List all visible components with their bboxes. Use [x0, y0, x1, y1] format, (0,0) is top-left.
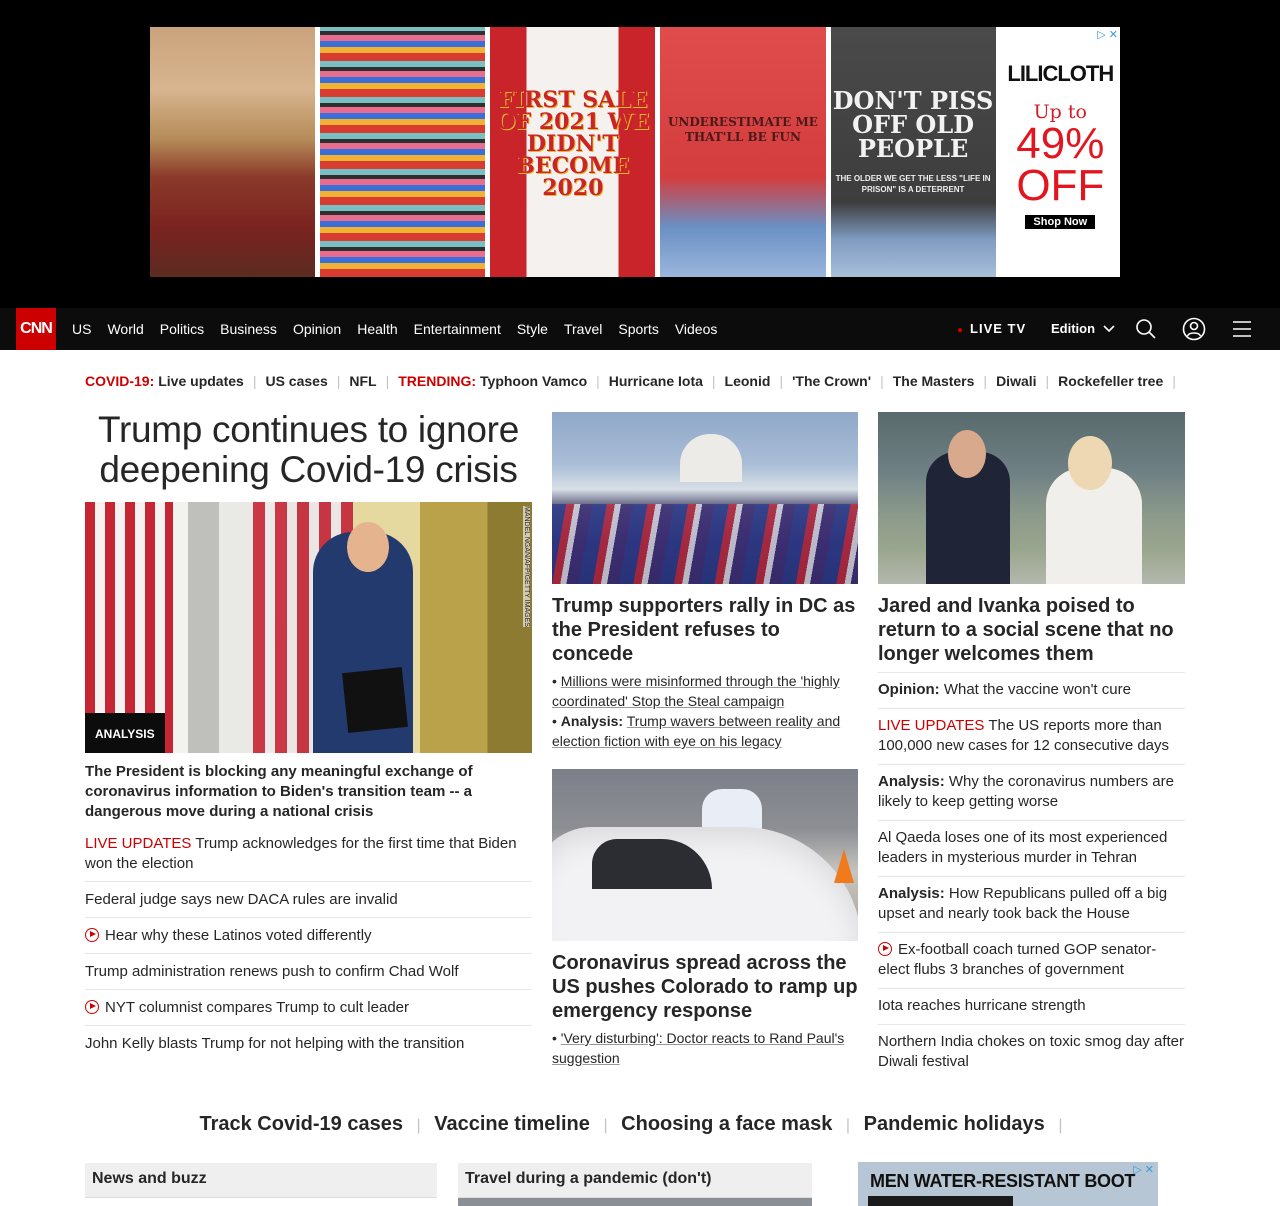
trend-typhoon-vamco[interactable]: Typhoon Vamco [480, 373, 588, 389]
ad-percent: 49% [1016, 119, 1105, 168]
main-nav [0, 308, 1280, 350]
photo-figure-head [347, 522, 389, 572]
lead-headline[interactable]: Trump continues to ignore deepening Covid-19 crisis [98, 409, 519, 490]
video-play-icon [85, 928, 99, 942]
ad-tile-text: FIRST SALE OF 2021 WE DIDN'T BECOME 2020 [496, 87, 650, 201]
lead-subheadline[interactable]: The President is blocking any meaningful exchange of coronavirus information to Biden's transition team -- a dangerous move during a national crisis [85, 763, 473, 820]
cnn-logo[interactable]: CNN [16, 308, 56, 350]
covid-links-bar [0, 1113, 1270, 1136]
bullet-link[interactable]: 'Very disturbing': Doctor reacts to Rand Paul's suggestion [552, 1030, 845, 1066]
covid-testing-image[interactable] [552, 769, 858, 941]
ad-off: OFF [1016, 161, 1105, 210]
story-title[interactable]: Coronavirus spread across the US pushes Colorado to ramp up emergency response [552, 952, 858, 1022]
divider: | [385, 373, 390, 389]
edition-menu[interactable] [1051, 321, 1115, 336]
list-item-text: How Republicans pulled off a big upset and nearly took back the House [878, 885, 1168, 922]
menu-icon[interactable] [1230, 317, 1254, 341]
nav-links [72, 308, 733, 350]
divider: | [416, 1117, 421, 1134]
right-column [878, 412, 1185, 1080]
ad-tile-shirt-2021[interactable] [490, 27, 655, 277]
story-title[interactable]: Trump supporters rally in DC as the President refuses to concede [552, 595, 856, 665]
list-item[interactable] [878, 765, 1185, 821]
opinion-label: Opinion: [878, 681, 940, 698]
analysis-label: Analysis: [560, 713, 624, 729]
list-item-text: The US reports more than 100,000 new cases for 12 consecutive days [878, 717, 1170, 754]
zone-header-news-buzz: News and buzz [85, 1163, 437, 1198]
edition-label: Edition [1051, 321, 1096, 336]
trend-hurricane-iota[interactable]: Hurricane Iota [608, 373, 703, 389]
link-vaccine-timeline[interactable]: Vaccine timeline [434, 1113, 590, 1135]
ad-tile-socks[interactable] [320, 27, 485, 277]
list-item[interactable] [85, 1026, 532, 1061]
ad-tile-red-shirt[interactable] [660, 27, 825, 277]
nav-link-travel[interactable]: Travel [563, 321, 603, 337]
divider: | [880, 373, 884, 389]
top-ad-area [0, 0, 1280, 308]
live-tv-link[interactable] [957, 321, 1026, 336]
ad-shop-now-button[interactable]: Shop Now [1025, 215, 1095, 229]
divider: | [1045, 373, 1050, 389]
nav-link-business[interactable]: Business [220, 321, 277, 337]
video-play-icon [85, 1000, 99, 1014]
list-item[interactable] [878, 989, 1185, 1025]
trending-bar [85, 372, 1185, 390]
analysis-label: Analysis: [878, 885, 945, 902]
list-item-text: Trump acknowledges for the first time that Biden won the election [85, 835, 517, 872]
photo-credit: MANDEL NGAN/AFP/GETTY IMAGES [523, 506, 530, 627]
link-face-mask[interactable]: Choosing a face mask [621, 1113, 833, 1135]
analysis-badge: ANALYSIS [85, 713, 165, 753]
trending-label: TRENDING: [398, 373, 477, 389]
lead-image[interactable] [85, 502, 532, 753]
trend-the-crown[interactable]: 'The Crown' [792, 373, 872, 389]
list-item-text: What the vaccine won't cure [943, 681, 1131, 698]
lead-column [85, 410, 532, 1061]
jared-ivanka-image[interactable] [878, 412, 1185, 584]
video-play-icon [878, 942, 892, 956]
list-item-text: Al Qaeda loses one of its most experienced leaders in mysterious murder in Tehran [878, 829, 1168, 866]
divider: | [779, 373, 784, 389]
ad-banner[interactable] [150, 27, 1120, 277]
bottom-ad[interactable] [858, 1162, 1158, 1206]
divider: | [1058, 1117, 1063, 1134]
search-icon[interactable] [1134, 317, 1158, 341]
bullet-item: • Millions were misinformed through the 'highly coordinated' Stop the Steal campaign [552, 673, 840, 709]
ad-tile-hoodie[interactable] [150, 27, 315, 277]
trend-live-updates[interactable]: Live updates [158, 373, 244, 389]
list-item-text: NYT columnist compares Trump to cult leader [105, 999, 410, 1016]
list-item-text: Hear why these Latinos voted differently [105, 927, 372, 944]
zone-header-travel: Travel during a pandemic (don't) [458, 1163, 812, 1198]
trend-leonid[interactable]: Leonid [724, 373, 771, 389]
link-track-covid-cases[interactable]: Track Covid-19 cases [199, 1113, 403, 1135]
travel-image[interactable] [458, 1198, 812, 1206]
list-item-text: Federal judge says new DACA rules are invalid [85, 891, 398, 908]
trend-nfl[interactable]: NFL [349, 373, 377, 389]
right-story-list [878, 673, 1185, 1080]
ad-choices-icon[interactable]: ▷ ✕ [1133, 1164, 1154, 1176]
list-item[interactable] [85, 954, 532, 990]
list-item[interactable] [878, 1025, 1185, 1080]
capitol-dome [680, 434, 742, 482]
list-item-text: Iota reaches hurricane strength [878, 997, 1086, 1014]
photo-figure-head [1068, 436, 1112, 490]
list-item-text: John Kelly blasts Trump for not helping with the transition [85, 1035, 465, 1052]
nav-link-videos[interactable]: Videos [674, 321, 718, 337]
ad-promo[interactable] [1001, 27, 1120, 277]
live-updates-label: LIVE UPDATES [85, 835, 192, 852]
nav-link-entertainment[interactable]: Entertainment [413, 321, 501, 337]
story-bullets [552, 1028, 858, 1068]
divider: | [983, 373, 988, 389]
ad-choices-icon[interactable]: ▷ ✕ [1097, 29, 1118, 41]
live-updates-label: LIVE UPDATES [878, 717, 985, 734]
middle-column [552, 412, 858, 1068]
nav-link-health[interactable]: Health [357, 321, 398, 337]
nav-link-world[interactable]: World [107, 321, 144, 337]
list-item[interactable] [85, 918, 532, 954]
nav-link-politics[interactable]: Politics [159, 321, 205, 337]
bullet-link[interactable]: Millions were misinformed through the 'highly coordinated' Stop the Steal campaign [552, 673, 840, 709]
ad-tile-text: DON'T PISS OFF OLD PEOPLE [832, 86, 994, 163]
ad-brand: LILICLOTH [1007, 61, 1114, 86]
list-item[interactable] [85, 882, 532, 918]
link-pandemic-holidays[interactable]: Pandemic holidays [863, 1113, 1045, 1135]
divider: | [1172, 373, 1176, 389]
trend-diwali[interactable]: Diwali [996, 373, 1037, 389]
rally-image[interactable] [552, 412, 858, 584]
live-dot-icon: ● [957, 325, 965, 336]
story-title[interactable]: Jared and Ivanka poised to return to a social scene that no longer welcomes them [878, 594, 1185, 673]
divider: | [336, 373, 341, 389]
story-bullets [552, 671, 858, 751]
list-item[interactable] [878, 709, 1185, 765]
account-icon[interactable] [1182, 317, 1206, 341]
bottom-ad-text: MEN WATER-RESISTANT BOOT [870, 1171, 1136, 1191]
list-item[interactable] [878, 821, 1185, 877]
crowd-flags [552, 504, 858, 584]
divider: | [711, 373, 716, 389]
nav-link-style[interactable]: Style [516, 321, 548, 337]
list-item[interactable] [878, 933, 1185, 989]
list-item[interactable] [878, 877, 1185, 933]
bottom-ad-bar [868, 1196, 1013, 1206]
divider: | [252, 373, 257, 389]
list-item[interactable] [85, 826, 532, 882]
divider: | [845, 1117, 851, 1134]
list-item-text: Northern India chokes on toxic smog day after Diwali festival [878, 1033, 1184, 1070]
list-item-text: Trump administration renews push to confirm Chad Wolf [85, 963, 459, 980]
nav-link-us[interactable]: US [72, 321, 92, 337]
trend-the-masters[interactable]: The Masters [892, 373, 975, 389]
covid-label: COVID-19: [85, 373, 155, 389]
analysis-label: Analysis: [878, 773, 945, 790]
bullet-item: • Analysis: Trump wavers between reality and election fiction with eye on his legacy [552, 713, 841, 749]
lead-story-list [85, 826, 532, 1061]
list-item-text: Ex-football coach turned GOP senator-elect flubs 3 branches of government [878, 941, 1157, 978]
ad-tile-gray-shirt[interactable] [831, 27, 996, 277]
list-item-text: Why the coronavirus numbers are likely to keep getting worse [878, 773, 1174, 810]
photo-figure-head [948, 430, 986, 478]
live-tv-label: LIVE TV [970, 321, 1027, 336]
chevron-down-icon [1103, 325, 1115, 333]
photo-folder [342, 667, 408, 733]
bullet-item: • 'Very disturbing': Doctor reacts to Rand Paul's suggestion [552, 1030, 845, 1066]
ad-tile-text: UNDERESTIMATE ME THAT'LL BE FUN [667, 115, 818, 144]
divider: | [603, 1117, 608, 1134]
list-item[interactable] [878, 673, 1185, 709]
list-item[interactable] [85, 990, 532, 1026]
nav-link-sports[interactable]: Sports [618, 321, 659, 337]
trend-us-cases[interactable]: US cases [265, 373, 328, 389]
bullet-link[interactable]: Trump wavers between reality and election fiction with eye on his legacy [552, 713, 841, 749]
photo-cone [834, 849, 854, 883]
divider: | [596, 373, 600, 389]
nav-link-opinion[interactable]: Opinion [292, 321, 342, 337]
trend-rockefeller-tree[interactable]: Rockefeller tree [1058, 373, 1164, 389]
ad-tile-subtext: THE OLDER WE GET THE LESS "LIFE IN PRISON" IS A DETERRENT [835, 174, 991, 194]
ad-upto: Up to [1033, 101, 1087, 123]
